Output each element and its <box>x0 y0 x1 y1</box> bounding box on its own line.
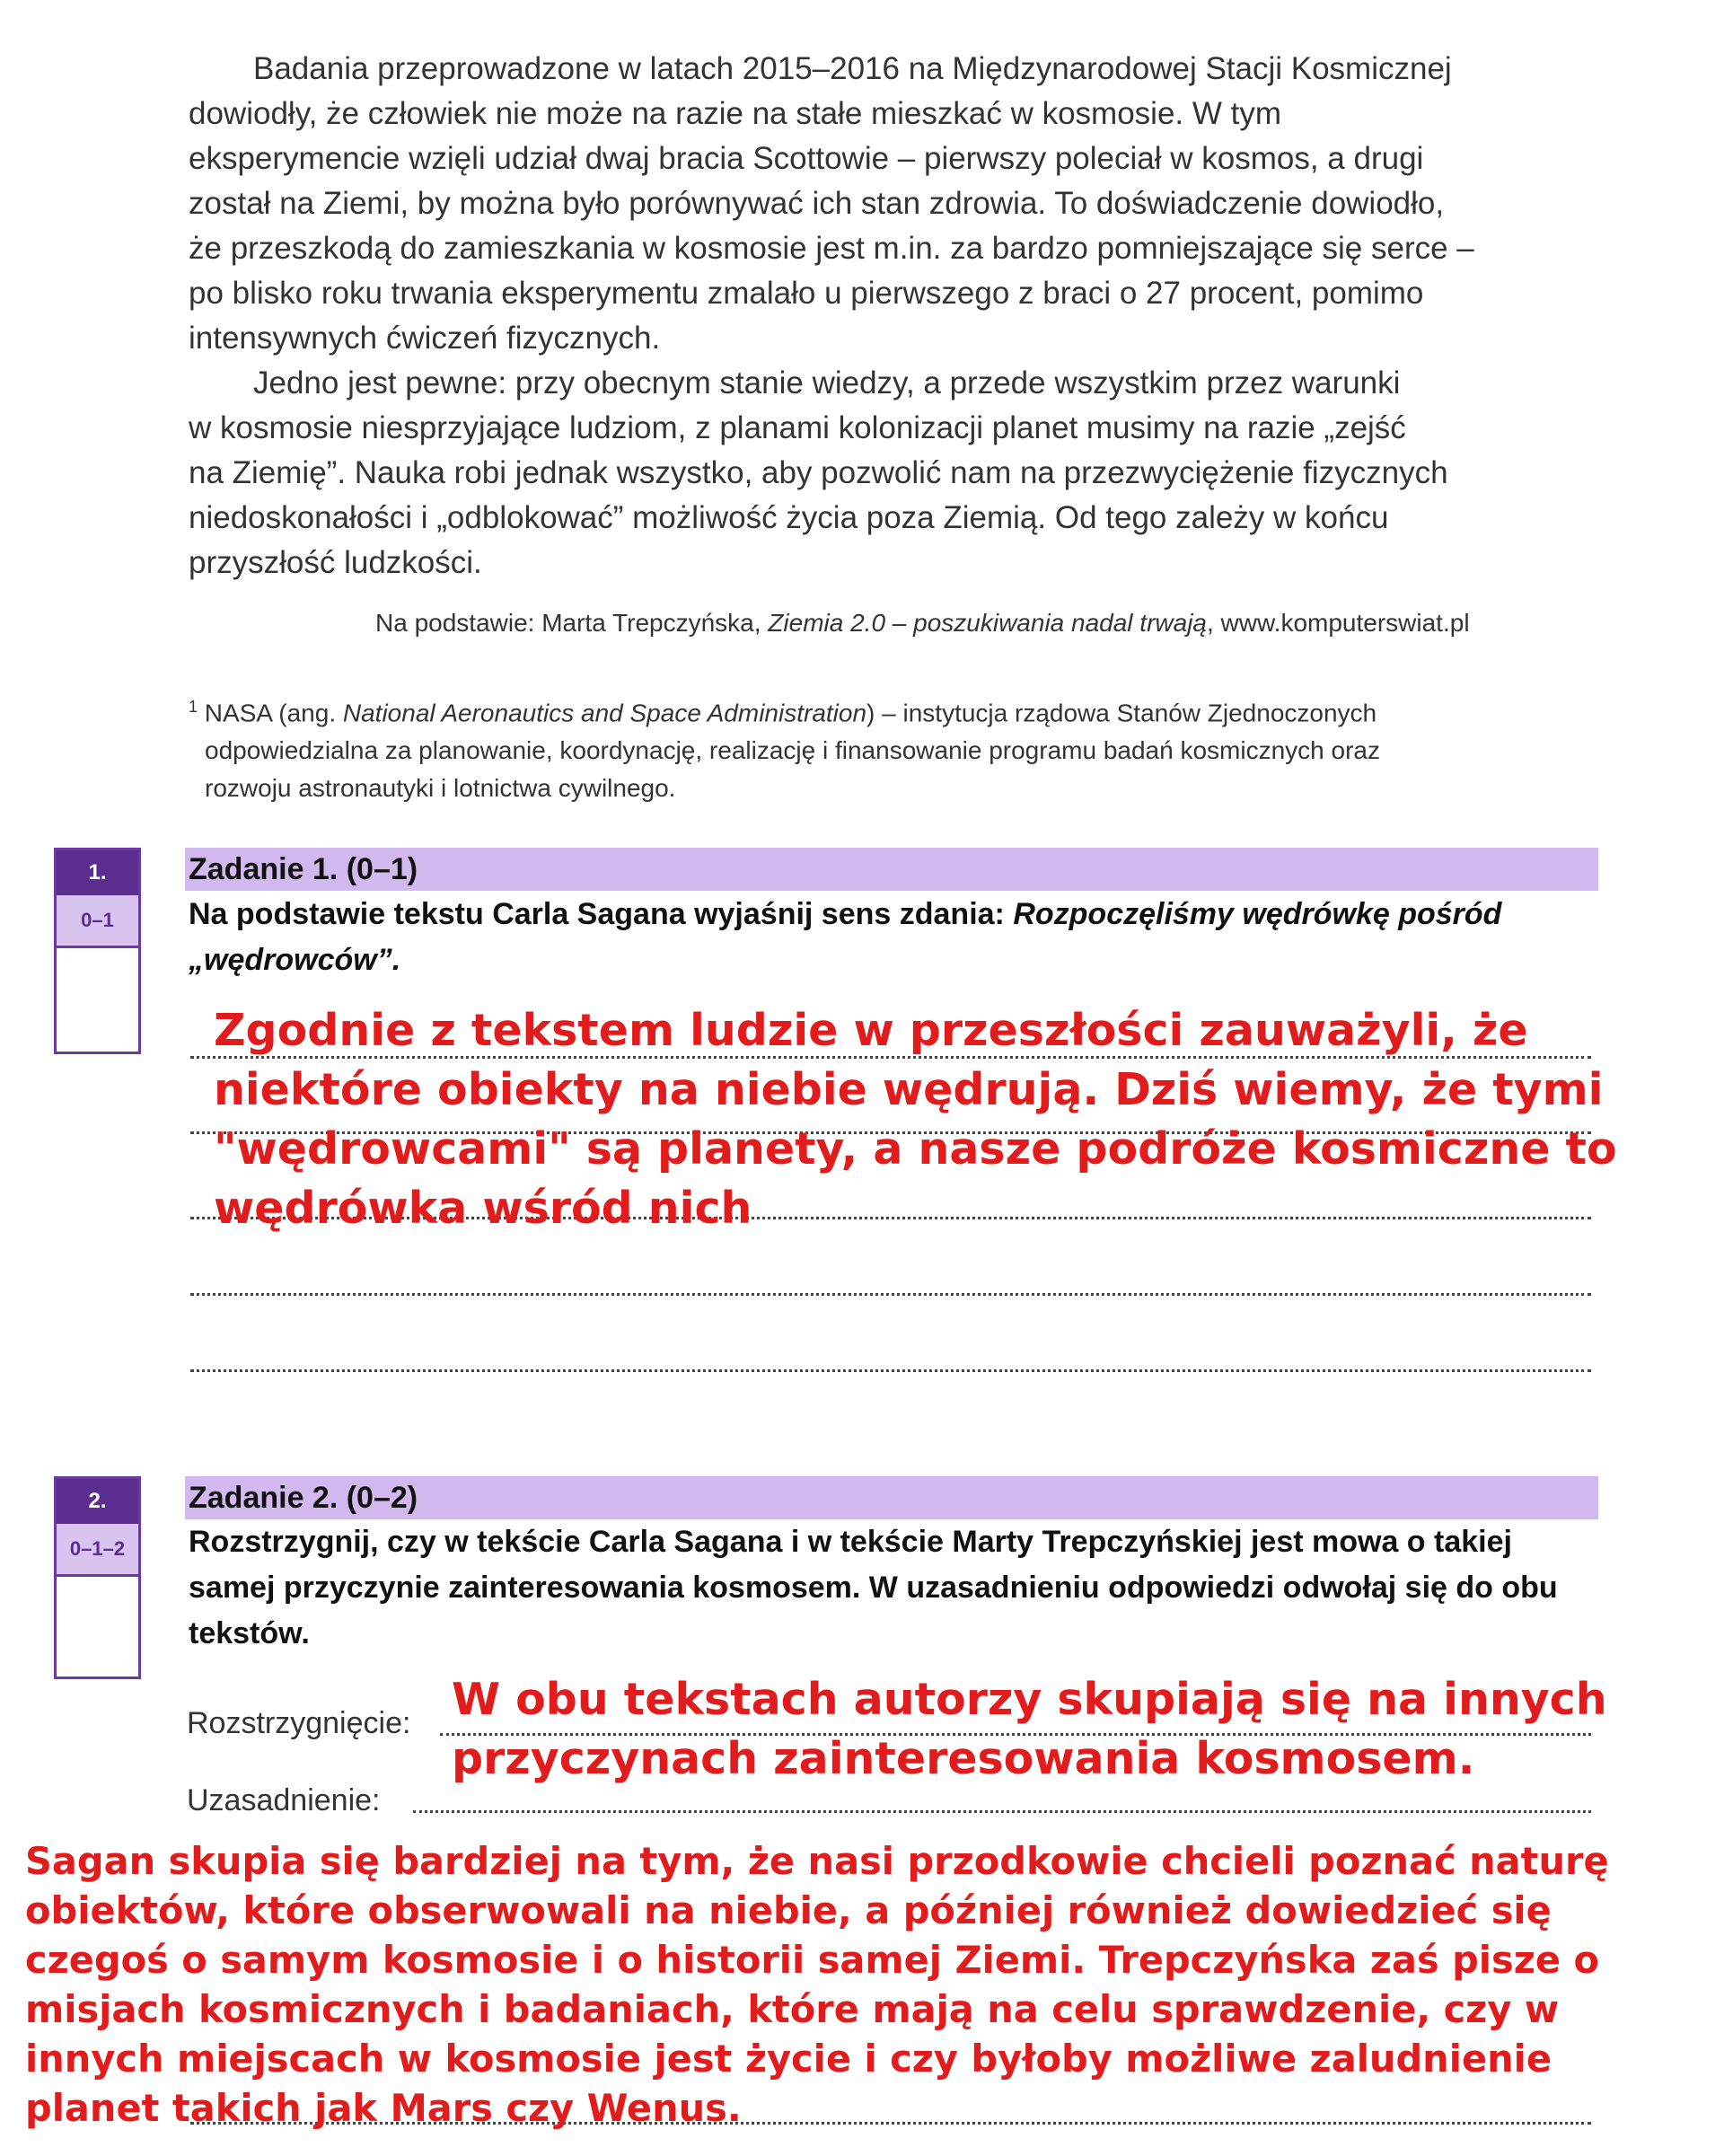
task1-question-text: Na podstawie tekstu Carla Sagana wyjaśnij sens zdania: <box>189 897 1014 931</box>
task2-decision-text-2: przyczynach zainteresowania kosmosem. <box>452 1733 1475 1784</box>
task2-handwritten-justification <box>25 1836 1713 2133</box>
para2-line-4: niedoskonałości i „odblokować” możliwość życia poza Ziemią. Od tego zależy w końcu <box>189 500 1389 535</box>
para1-line-2: dowiodły, że człowiek nie może na razie na stałe mieszkać w kosmosie. W tym <box>189 96 1282 131</box>
footnote-line-2: odpowiedzialna za planowanie, koordynację, realizację i finansowanie programu badań kosmicznych oraz <box>205 736 1380 765</box>
footnote <box>189 688 1571 807</box>
task1-answer-text-2: niektóre obiekty na niebie wędrują. Dziś wiemy, że tymi <box>214 1064 1604 1115</box>
task1-number: 1. <box>57 850 138 895</box>
para1-line-4: został na Ziemi, by można było porównywać ich stan zdrowia. To doświadczenie dowiodło, <box>189 186 1445 221</box>
para2-line-3: na Ziemię”. Nauka robi jednak wszystko, aby pozwolić nam na przezwyciężenie fizycznych <box>189 455 1448 490</box>
task1-answer-text-3: "wędrowcami" są planety, a nasze podróże kosmiczne to <box>214 1123 1617 1175</box>
footnote-prefix: NASA (ang. <box>198 699 343 727</box>
task2-justification-line-1[interactable] <box>413 1810 1591 1813</box>
task1-answer-text-1: Zgodnie z tekstem ludzie w przeszłości zauważyli, że <box>214 1005 1528 1056</box>
task2-decision-label: Rozstrzygnięcie: <box>187 1706 411 1740</box>
task2-question: Rozstrzygnij, czy w tekście Carla Sagana i w tekście Marty Trepczyńskiej jest mowa o takiej samej przyczynie zainteresowania kosmosem. W uzasadnieniu odpowiedzi odwołaj się do obu tekstów. <box>189 1525 1558 1650</box>
task2-score-box <box>54 1476 141 1679</box>
task1-answer-text-4: wędrówka wśród nich <box>214 1183 752 1234</box>
task1-score-box <box>54 848 141 1054</box>
task1-points: 0–1 <box>57 895 138 948</box>
task2-justification-text-6: planet takich jak Mars czy Wenus. <box>25 2086 742 2130</box>
task1-answer-line-4[interactable] <box>190 1293 1591 1296</box>
task2-number: 2. <box>57 1479 138 1524</box>
task2-handwritten-decision <box>452 1670 1619 1789</box>
source-prefix: Na podstawie: Marta Trepczyńska, <box>375 609 769 637</box>
para1-line-3: eksperymencie wzięli udział dwaj bracia Scottowie – pierwszy poleciał w kosmos, a drugi <box>189 141 1424 176</box>
task2-justification-text-4: misjach kosmicznych i badaniach, które mają na celu sprawdzenie, czy w <box>25 1987 1560 2031</box>
para2-line-1: Jedno jest pewne: przy obecnym stanie wiedzy, a przede wszystkim przez warunki <box>253 365 1401 400</box>
task2-justification-label: Uzasadnienie: <box>187 1783 381 1817</box>
footnote-marker: 1 <box>189 698 198 716</box>
task2-points: 0–1–2 <box>57 1524 138 1577</box>
task2-justification-text-5: innych miejscach w kosmosie jest życie i czy byłoby możliwe zaludnienie <box>25 2037 1552 2081</box>
source-url: , www.komputerswiat.pl <box>1207 609 1470 637</box>
task2-decision-text-1: W obu tekstach autorzy skupiają się na innych <box>452 1674 1607 1725</box>
para1-line-1: Badania przeprowadzone w latach 2015–2016 na Międzynarodowej Stacji Kosmicznej <box>253 51 1452 86</box>
task2-justification-text-3: czegoś o samym kosmosie i o historii samej Ziemi. Trepczyńska zaś pisze o <box>25 1938 1599 1982</box>
article-source <box>375 609 1470 638</box>
task1-header: Zadanie 1. (0–1) <box>185 848 1598 891</box>
task2-justification-text-2: obiektów, które obserwowali na niebie, a później również dowiedzieć się <box>25 1888 1552 1932</box>
task1-answer-line-5[interactable] <box>190 1369 1591 1372</box>
article-paragraph-2 <box>189 361 1607 585</box>
para1-line-6: po blisko roku trwania eksperymentu zmalało u pierwszego z braci o 27 procent, pomimo <box>189 276 1424 311</box>
task1-question <box>189 892 1589 983</box>
article-paragraph-1 <box>189 47 1607 361</box>
para2-line-5: przyszłość ludzkości. <box>189 545 482 580</box>
task1-handwritten-answer <box>214 1001 1617 1238</box>
task1-question-quote: Rozpoczęliśmy wędrówkę pośród „wędrowców”. <box>189 897 1502 977</box>
para2-line-2: w kosmosie niesprzyjające ludziom, z planami kolonizacji planet musimy na razie „zejść <box>189 410 1406 445</box>
footnote-italic: National Aeronautics and Space Administration <box>342 699 867 727</box>
task2-header: Zadanie 2. (0–2) <box>185 1476 1598 1519</box>
footnote-suffix: ) – instytucja rządowa Stanów Zjednoczonych <box>866 699 1377 727</box>
para1-line-5: że przeszkodą do zamieszkania w kosmosie jest m.in. za bardzo pomniejszające się serce – <box>189 231 1474 266</box>
task2-justification-text-1: Sagan skupia się bardziej na tym, że nasi przodkowie chcieli poznać naturę <box>25 1839 1609 1883</box>
source-title: Ziemia 2.0 – poszukiwania nadal trwają <box>768 609 1207 637</box>
footnote-line-3: rozwoju astronautyki i lotnictwa cywilnego. <box>205 774 676 803</box>
para1-line-7: intensywnych ćwiczeń fizycznych. <box>189 321 661 356</box>
